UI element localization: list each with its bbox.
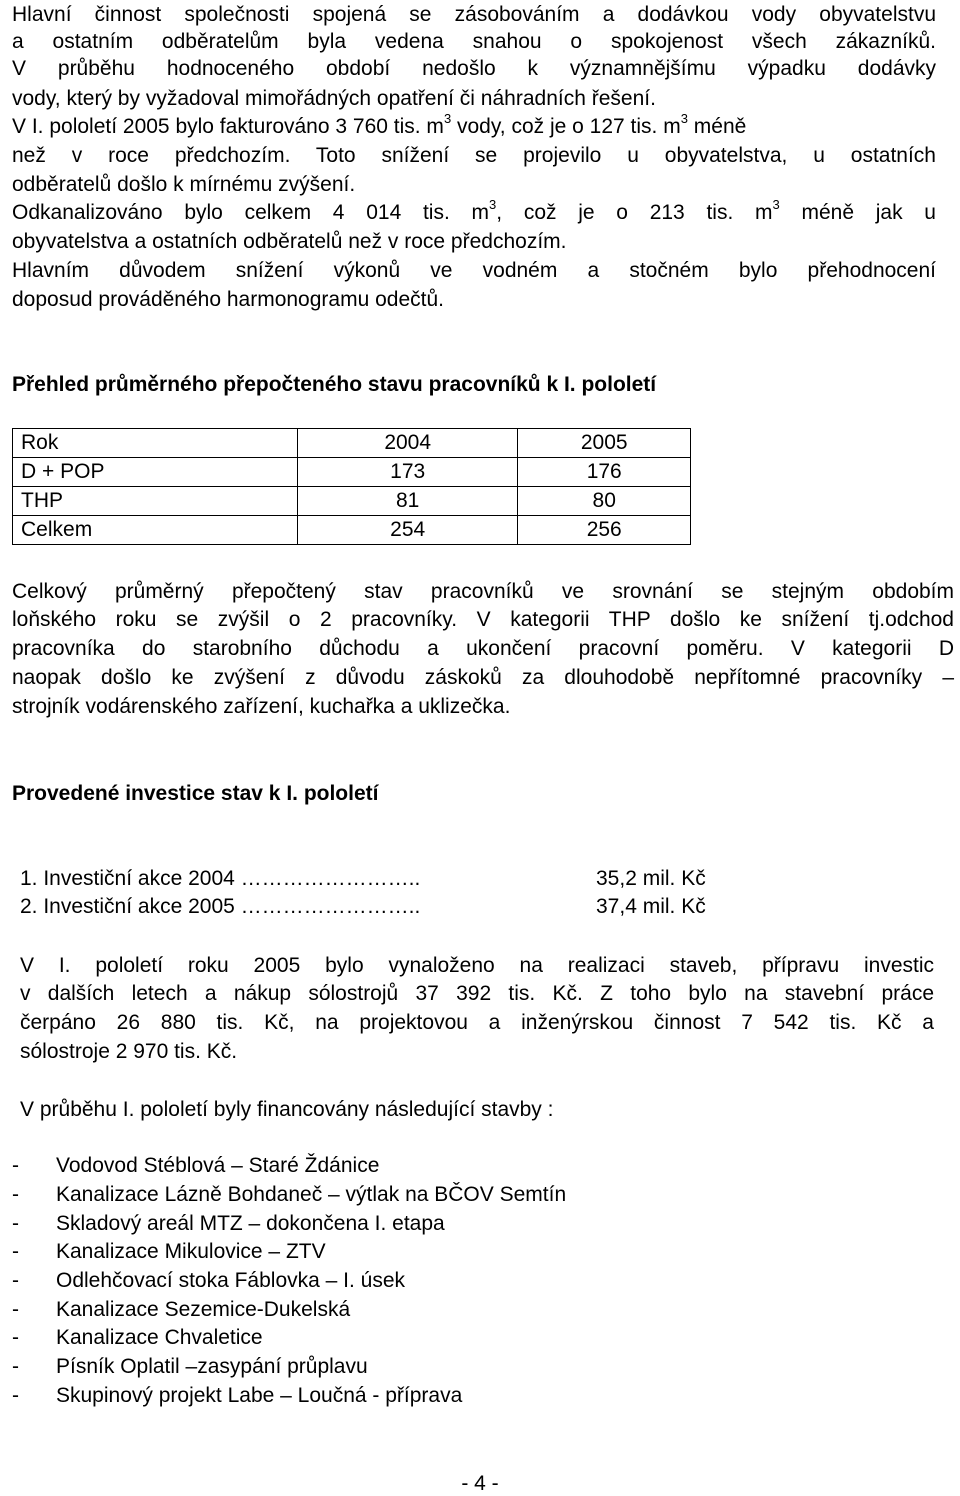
- project-name: Skupinový projekt Labe – Loučná - příprava: [56, 1384, 463, 1407]
- project-name: Kanalizace Chvaletice: [56, 1326, 263, 1349]
- project-name: Odlehčovací stoka Fáblovka – I. úsek: [56, 1269, 406, 1292]
- investment-item-value: 35,2 mil. Kč: [596, 867, 706, 890]
- financed-intro: V průběhu I. pololetí byly financovány následující stavby :: [20, 1098, 554, 1121]
- list-bullet: -: [12, 1154, 19, 1177]
- list-item: [12, 1323, 263, 1352]
- project-name: Kanalizace Mikulovice – ZTV: [56, 1240, 326, 1263]
- intro-line-4: vody, který by vyžadoval mimořádných opatření či náhradních řešení.: [12, 87, 656, 110]
- table-cell: 256: [518, 516, 691, 545]
- list-item: [12, 1180, 566, 1209]
- table-cell: Celkem: [13, 516, 298, 545]
- staff-text-line-1: Celkový průměrný přepočtený stav pracovníků ve srovnání se stejným obdobím: [12, 580, 954, 603]
- table-cell: 173: [297, 458, 518, 487]
- staff-text-line-3: pracovníka do starobního důchodu a ukončení pracovní poměru. V kategorii D: [12, 637, 954, 660]
- intro-line-8: [12, 198, 936, 227]
- intro-line-8-part-a: Odkanalizováno bylo celkem 4 014 tis. m: [12, 201, 490, 224]
- list-item: [12, 1237, 326, 1266]
- list-bullet: -: [12, 1212, 19, 1235]
- table-cell: 2005: [518, 429, 691, 458]
- table-cell: 80: [518, 487, 691, 516]
- list-item: [12, 1352, 368, 1381]
- superscript-3: 3: [772, 197, 780, 212]
- list-bullet: -: [12, 1298, 19, 1321]
- list-bullet: -: [12, 1355, 19, 1378]
- list-item: [12, 1295, 350, 1324]
- list-item: [12, 1209, 445, 1238]
- intro-line-3: V průběhu hodnoceného období nedošlo k významnějšímu výpadku dodávky: [12, 57, 936, 80]
- intro-line-5-part-e: méně: [687, 115, 747, 138]
- staff-table: [12, 428, 691, 545]
- superscript-3: 3: [443, 111, 452, 126]
- list-bullet: -: [12, 1384, 19, 1407]
- staff-text-line-2: loňského roku se zvýšil o 2 pracovníky. V kategorii THP došlo ke snížení tj.odchod: [12, 608, 954, 631]
- staff-text-line-4: naopak došlo ke zvýšení z důvodu záskoků za dlouhodobě nepřítomné pracovníky –: [12, 666, 954, 689]
- intro-line-9: obyvatelstva a ostatních odběratelů než v roce předchozím.: [12, 230, 567, 253]
- investment-item-value: 37,4 mil. Kč: [596, 895, 706, 918]
- project-name: Kanalizace Lázně Bohdaneč – výtlak na BČOV Semtín: [56, 1183, 567, 1206]
- intro-line-8-part-c: , což je o 213 tis. m: [496, 201, 773, 224]
- spending-line-1: V I. pololetí roku 2005 bylo vynaloženo na realizaci staveb, přípravu investic: [20, 954, 934, 977]
- intro-line-10: Hlavním důvodem snížení výkonů ve vodném a stočném bylo přehodnocení: [12, 259, 936, 282]
- intro-line-2: a ostatním odběratelům byla vedena snahou o spokojenost všech zákazníků.: [12, 30, 936, 53]
- spending-line-4: sólostroje 2 970 tis. Kč.: [20, 1040, 238, 1063]
- staff-text-line-5: strojník vodárenského zařízení, kuchařka a uklizečka.: [12, 695, 511, 718]
- intro-line-5-part-c: vody, což je o 127 tis. m: [451, 115, 681, 138]
- intro-line-5-part-a: V I. pololetí 2005 bylo fakturováno 3 760 tis. m: [12, 115, 444, 138]
- staff-heading: Přehled průměrného přepočteného stavu pracovníků k I. pololetí: [12, 373, 657, 396]
- project-name: Kanalizace Sezemice-Dukelská: [56, 1298, 351, 1321]
- list-bullet: -: [12, 1326, 19, 1349]
- table-cell: 81: [297, 487, 518, 516]
- investments-heading: Provedené investice stav k I. pololetí: [12, 782, 379, 805]
- project-name: Písník Oplatil –zasypání průplavu: [56, 1355, 368, 1378]
- table-cell: 176: [518, 458, 691, 487]
- intro-line-5: [12, 112, 746, 141]
- list-bullet: -: [12, 1269, 19, 1292]
- superscript-3: 3: [489, 197, 497, 212]
- investment-item-label: 1. Investiční akce 2004 ……………………..: [20, 867, 421, 890]
- table-row: [13, 429, 691, 458]
- superscript-3: 3: [680, 111, 688, 126]
- table-cell: 2004: [297, 429, 518, 458]
- table-cell: Rok: [13, 429, 298, 458]
- table-row: [13, 458, 691, 487]
- table-cell: D + POP: [13, 458, 298, 487]
- intro-line-6: než v roce předchozím. Toto snížení se projevilo u obyvatelstva, u ostatních: [12, 144, 936, 167]
- spending-line-3: čerpáno 26 880 tis. Kč, na projektovou a inženýrskou činnost 7 542 tis. Kč a: [20, 1011, 934, 1034]
- list-item: [12, 1266, 405, 1295]
- intro-line-7: odběratelů došlo k mírnému zvýšení.: [12, 173, 356, 196]
- list-bullet: -: [12, 1240, 19, 1263]
- list-item: [12, 1381, 462, 1410]
- table-row: [13, 516, 691, 545]
- intro-line-8-part-e: méně jak u: [779, 201, 936, 224]
- table-row: [13, 487, 691, 516]
- list-bullet: -: [12, 1183, 19, 1206]
- intro-line-11: doposud prováděného harmonogramu odečtů.: [12, 288, 444, 311]
- project-name: Skladový areál MTZ – dokončena I. etapa: [56, 1212, 445, 1235]
- intro-line-1: Hlavní činnost společnosti spojená se zásobováním a dodávkou vody obyvatelstvu: [12, 3, 936, 26]
- page-number: - 4 -: [461, 1472, 499, 1495]
- table-cell: 254: [297, 516, 518, 545]
- investment-item-label: 2. Investiční akce 2005 ……………………..: [20, 895, 421, 918]
- table-cell: THP: [13, 487, 298, 516]
- project-name: Vodovod Stéblová – Staré Ždánice: [56, 1154, 380, 1177]
- spending-line-2: v dalších letech a nákup sólostrojů 37 392 tis. Kč. Z toho bylo na stavební práce: [20, 982, 934, 1005]
- list-item: [12, 1151, 379, 1180]
